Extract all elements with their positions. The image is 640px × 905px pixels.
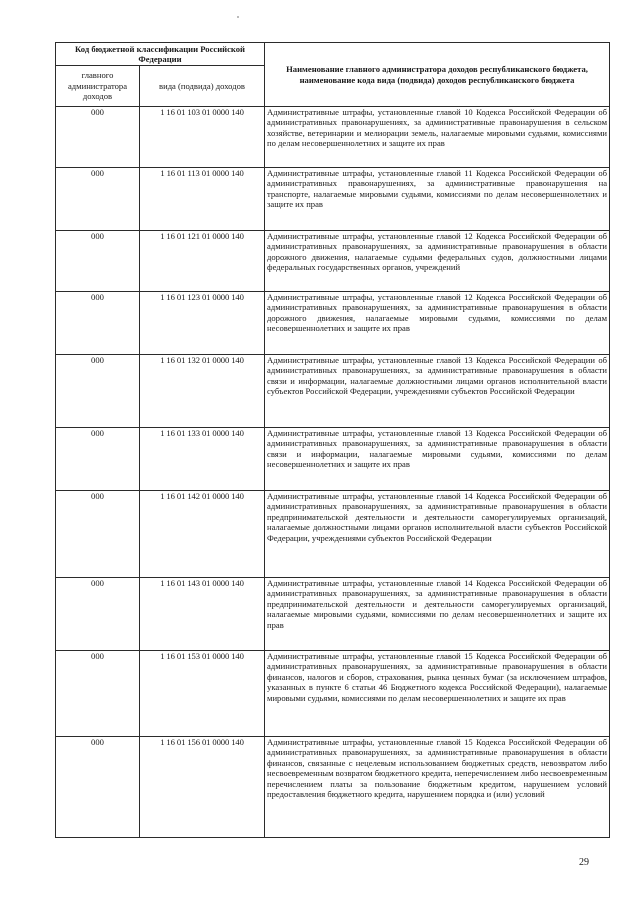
income-name: Административные штрафы, установленные главой 15 Кодекса Российской Федерации об административных правонарушениях, за административные правонарушения в области финансов, налогов и сборов, страхования, рынка ценных бумаг (за исключением штрафов, указанных в пункте 6 статьи 46 Бюджетного кодекса Российской Федерации), налагаемые мировыми судьями, комиссиями по делам несовершеннолетних и защите их прав: [265, 651, 610, 737]
income-code: 1 16 01 143 01 0000 140: [140, 578, 265, 651]
budget-classification-table: [55, 42, 610, 838]
income-code: 1 16 01 113 01 0000 140: [140, 168, 265, 231]
income-code: 1 16 01 103 01 0000 140: [140, 107, 265, 168]
income-name: Административные штрафы, установленные главой 14 Кодекса Российской Федерации об административных правонарушениях, за административные правонарушения в области предпринимательской деятельности и деятельности саморегулируемых организаций, налагаемые должностными лицами органов исполнительной власти субъектов Российской Федерации, учреждениями субъектов Российской Федерации: [265, 491, 610, 578]
income-code: 1 16 01 132 01 0000 140: [140, 355, 265, 428]
income-name: Административные штрафы, установленные главой 13 Кодекса Российской Федерации об административных правонарушениях, за административные правонарушения в области связи и информации, налагаемые мировыми судьями, комиссиями по делам несовершеннолетних и защите их прав: [265, 428, 610, 491]
income-code: 1 16 01 123 01 0000 140: [140, 292, 265, 355]
income-code: 1 16 01 121 01 0000 140: [140, 231, 265, 292]
administrator-code: 000: [56, 651, 140, 737]
income-code: 1 16 01 133 01 0000 140: [140, 428, 265, 491]
administrator-code: 000: [56, 355, 140, 428]
administrator-code-header: главного администратора доходов: [56, 66, 140, 107]
table-row: [56, 578, 610, 651]
income-name: Административные штрафы, установленные главой 11 Кодекса Российской Федерации об административных правонарушениях, за административные правонарушения на транспорте, налагаемые мировыми судьями, комиссиями по делам несовершеннолетних и защите их прав: [265, 168, 610, 231]
income-name: Административные штрафы, установленные главой 12 Кодекса Российской Федерации об административных правонарушениях, за административные правонарушения в области дорожного движения, налагаемые мировыми судьями, комиссиями по делам несовершеннолетних и защите их прав: [265, 292, 610, 355]
income-name: Административные штрафы, установленные главой 12 Кодекса Российской Федерации об административных правонарушениях, за административные правонарушения в области дорожного движения, налагаемые судьями федеральных судов, должностными лицами федеральных государственных органов, учреждений: [265, 231, 610, 292]
administrator-code: 000: [56, 491, 140, 578]
income-name: Административные штрафы, установленные главой 10 Кодекса Российской Федерации об административных правонарушениях, за административные правонарушения в сельском хозяйстве, ветеринарии и мелиорации земель, налагаемые мировыми судьями, комиссиями по делам несовершеннолетних и защите их прав: [265, 107, 610, 168]
table-row: [56, 651, 610, 737]
table-row: [56, 428, 610, 491]
table-header: [56, 43, 610, 107]
income-name: Административные штрафы, установленные главой 14 Кодекса Российской Федерации об административных правонарушениях, за административные правонарушения в области предпринимательской деятельности и деятельности саморегулируемых организаций, налагаемые мировыми судьями, комиссиями по делам несовершеннолетних и защите их прав: [265, 578, 610, 651]
table-row: [56, 355, 610, 428]
administrator-code: 000: [56, 428, 140, 491]
income-name: Административные штрафы, установленные главой 15 Кодекса Российской Федерации об административных правонарушениях, за административные правонарушения в области финансов, связанные с нецелевым использованием бюджетных средств, невозвратом либо несвоевременным возвратом бюджетного кредита, неперечислением либо несвоевременным перечислением платы за пользование бюджетным кредитом, нарушением условий предоставления бюджетного кредита, нарушением порядка и (или) условий: [265, 737, 610, 838]
administrator-code: 000: [56, 578, 140, 651]
administrator-name-header: Наименование главного администратора доходов республиканского бюджета, наименование кода вида (подвида) доходов республиканского бюджета: [265, 43, 610, 107]
income-code: 1 16 01 153 01 0000 140: [140, 651, 265, 737]
income-code: 1 16 01 156 01 0000 140: [140, 737, 265, 838]
table-row: [56, 107, 610, 168]
table-row: [56, 292, 610, 355]
administrator-code: 000: [56, 107, 140, 168]
administrator-code: 000: [56, 231, 140, 292]
table-row: [56, 168, 610, 231]
table-row: [56, 231, 610, 292]
administrator-code: 000: [56, 292, 140, 355]
income-type-code-header: вида (подвида) доходов: [140, 66, 265, 107]
page-number: 29: [579, 857, 589, 868]
classification-code-header: Код бюджетной классификации Российской Федерации: [56, 43, 265, 66]
administrator-code: 000: [56, 168, 140, 231]
table-row: [56, 491, 610, 578]
table-row: [56, 737, 610, 838]
income-code: 1 16 01 142 01 0000 140: [140, 491, 265, 578]
scan-speck: [237, 16, 239, 18]
administrator-code: 000: [56, 737, 140, 838]
income-name: Административные штрафы, установленные главой 13 Кодекса Российской Федерации об административных правонарушениях, за административные правонарушения в области связи и информации, налагаемые должностными лицами органов исполнительной власти субъектов Российской Федерации, учреждениями субъектов Российской Федерации: [265, 355, 610, 428]
table-body: [56, 107, 610, 838]
